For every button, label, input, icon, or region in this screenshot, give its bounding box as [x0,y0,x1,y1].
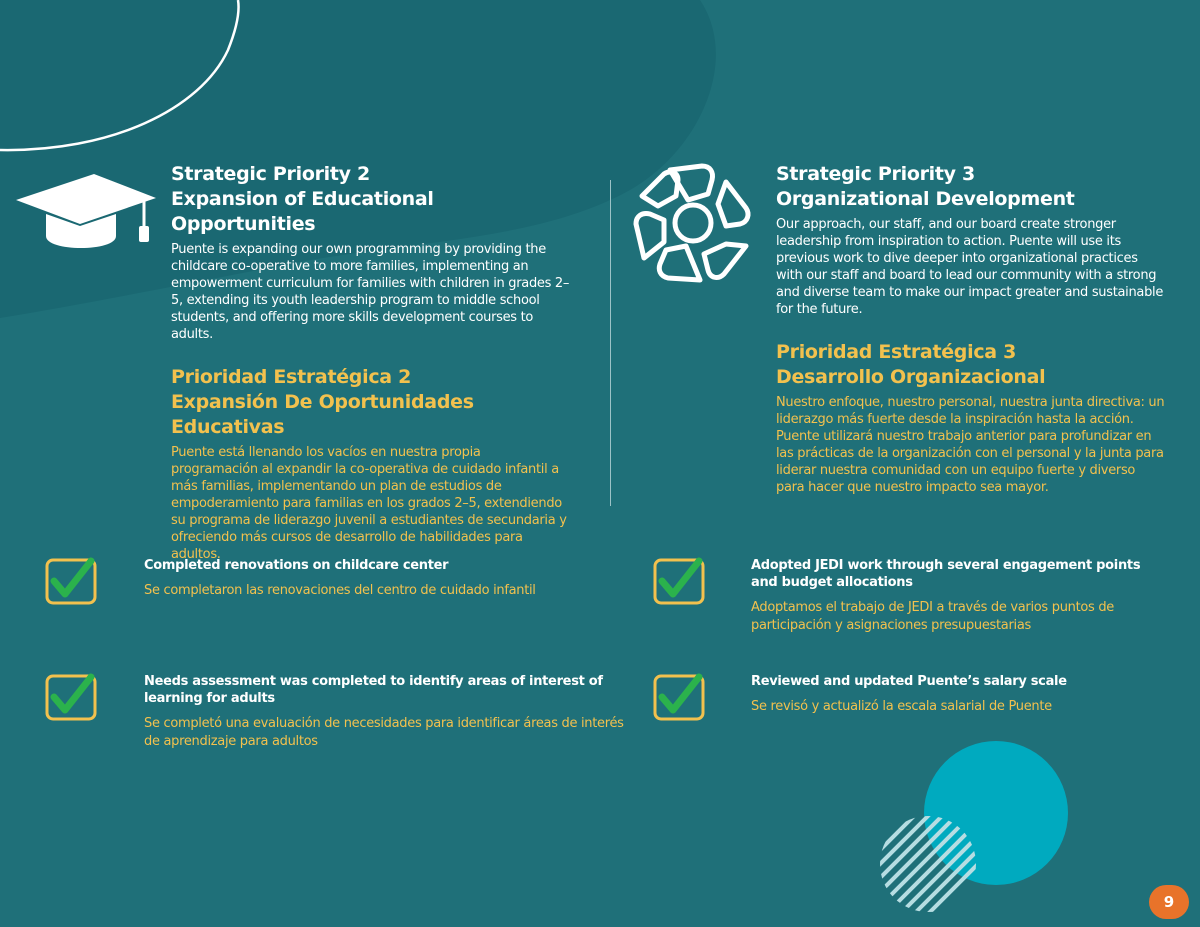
priority-2-heading [171,162,571,237]
checklist-text-es: Se completaron las renovaciones del centro de cuidado infantil [144,583,536,598]
priority-3-title: Strategic Priority 3 [776,163,975,185]
priority-2-body-es: Puente está llenando los vacíos en nuestra propia programación al expandir la co-operativa de cuidado infantil a más familias, implementando un plan de estudios de empoderamiento para familias en los grados 2–5, extendiendo su programa de liderazgo juvenil a estudiantes de secundaria y ofreciendo más cursos de desarrollo de habilidades para adultos. [171,445,567,562]
column-divider [610,180,611,506]
priority-2-body-en: Puente is expanding our own programming by providing the childcare co-operative to more families, implementing an empowerment curriculum for families with children in grades 2–5, extending its youth leadership program to middle school students, and offering more skills development courses to adults. [171,242,570,342]
priority-3-heading-es [776,340,1166,390]
checklist-text-en: Needs assessment was completed to identify areas of interest of learning for adults [144,674,603,706]
priority-3-body-es: Nuestro enfoque, nuestro personal, nuestra junta directiva: un liderazgo más fuerte desde la inspiración hasta la acción. Puente utilizará nuestro trabajo anterior para profundizar en las prácticas de la organización con el personal y la junta para liderar nuestra comunidad con un equipo fuerte y diverso para hacer que nuestro impacto sea mayor. [776,395,1165,495]
checkmark-icon [45,673,97,721]
checkmark-icon [653,673,705,721]
linked-hands-icon [630,160,756,286]
checklist-text-en: Completed renovations on childcare center [144,558,449,573]
checklist-text-en: Reviewed and updated Puente’s salary scale [751,674,1067,689]
priority-3-heading [776,162,1166,212]
priority-3-title-es: Prioridad Estratégica 3 [776,341,1017,363]
checkmark-icon [45,557,97,605]
strategic-priority-2 [171,162,571,563]
priority-3-subtitle: Organizational Development [776,188,1075,210]
checklist-text-es: Se completó una evaluación de necesidades para identificar áreas de interés de aprendizaje para adultos [144,716,624,749]
priority-2-title-es: Prioridad Estratégica 2 [171,366,412,388]
priority-2-heading-es [171,365,571,440]
priority-3-body-en: Our approach, our staff, and our board create stronger leadership from inspiration to action. Puente will use its previous work to dive deeper into organizational practices with our staff and board to lead our community with a strong and diverse team to make our impact greater and sustainable for the future. [776,217,1164,317]
priority-3-subtitle-es: Desarrollo Organizacional [776,366,1046,388]
strategic-priority-3 [776,162,1166,496]
checklist-text-es: Adoptamos el trabajo de JEDI a través de varios puntos de participación y asignaciones presupuestarias [751,600,1114,633]
priority-2-title: Strategic Priority 2 [171,163,370,185]
priority-2-subtitle-es: Expansión De Oportunidades Educativas [171,391,474,438]
blue-circle [924,741,1068,885]
checklist-text-es: Se revisó y actualizó la escala salarial de Puente [751,699,1052,714]
graduation-cap-icon [12,170,160,252]
page-number-badge: 9 [1149,885,1189,919]
priority-2-subtitle: Expansion of Educational Opportunities [171,188,434,235]
checklist-text-en: Adopted JEDI work through several engagement points and budget allocations [751,558,1141,590]
checkmark-icon [653,557,705,605]
